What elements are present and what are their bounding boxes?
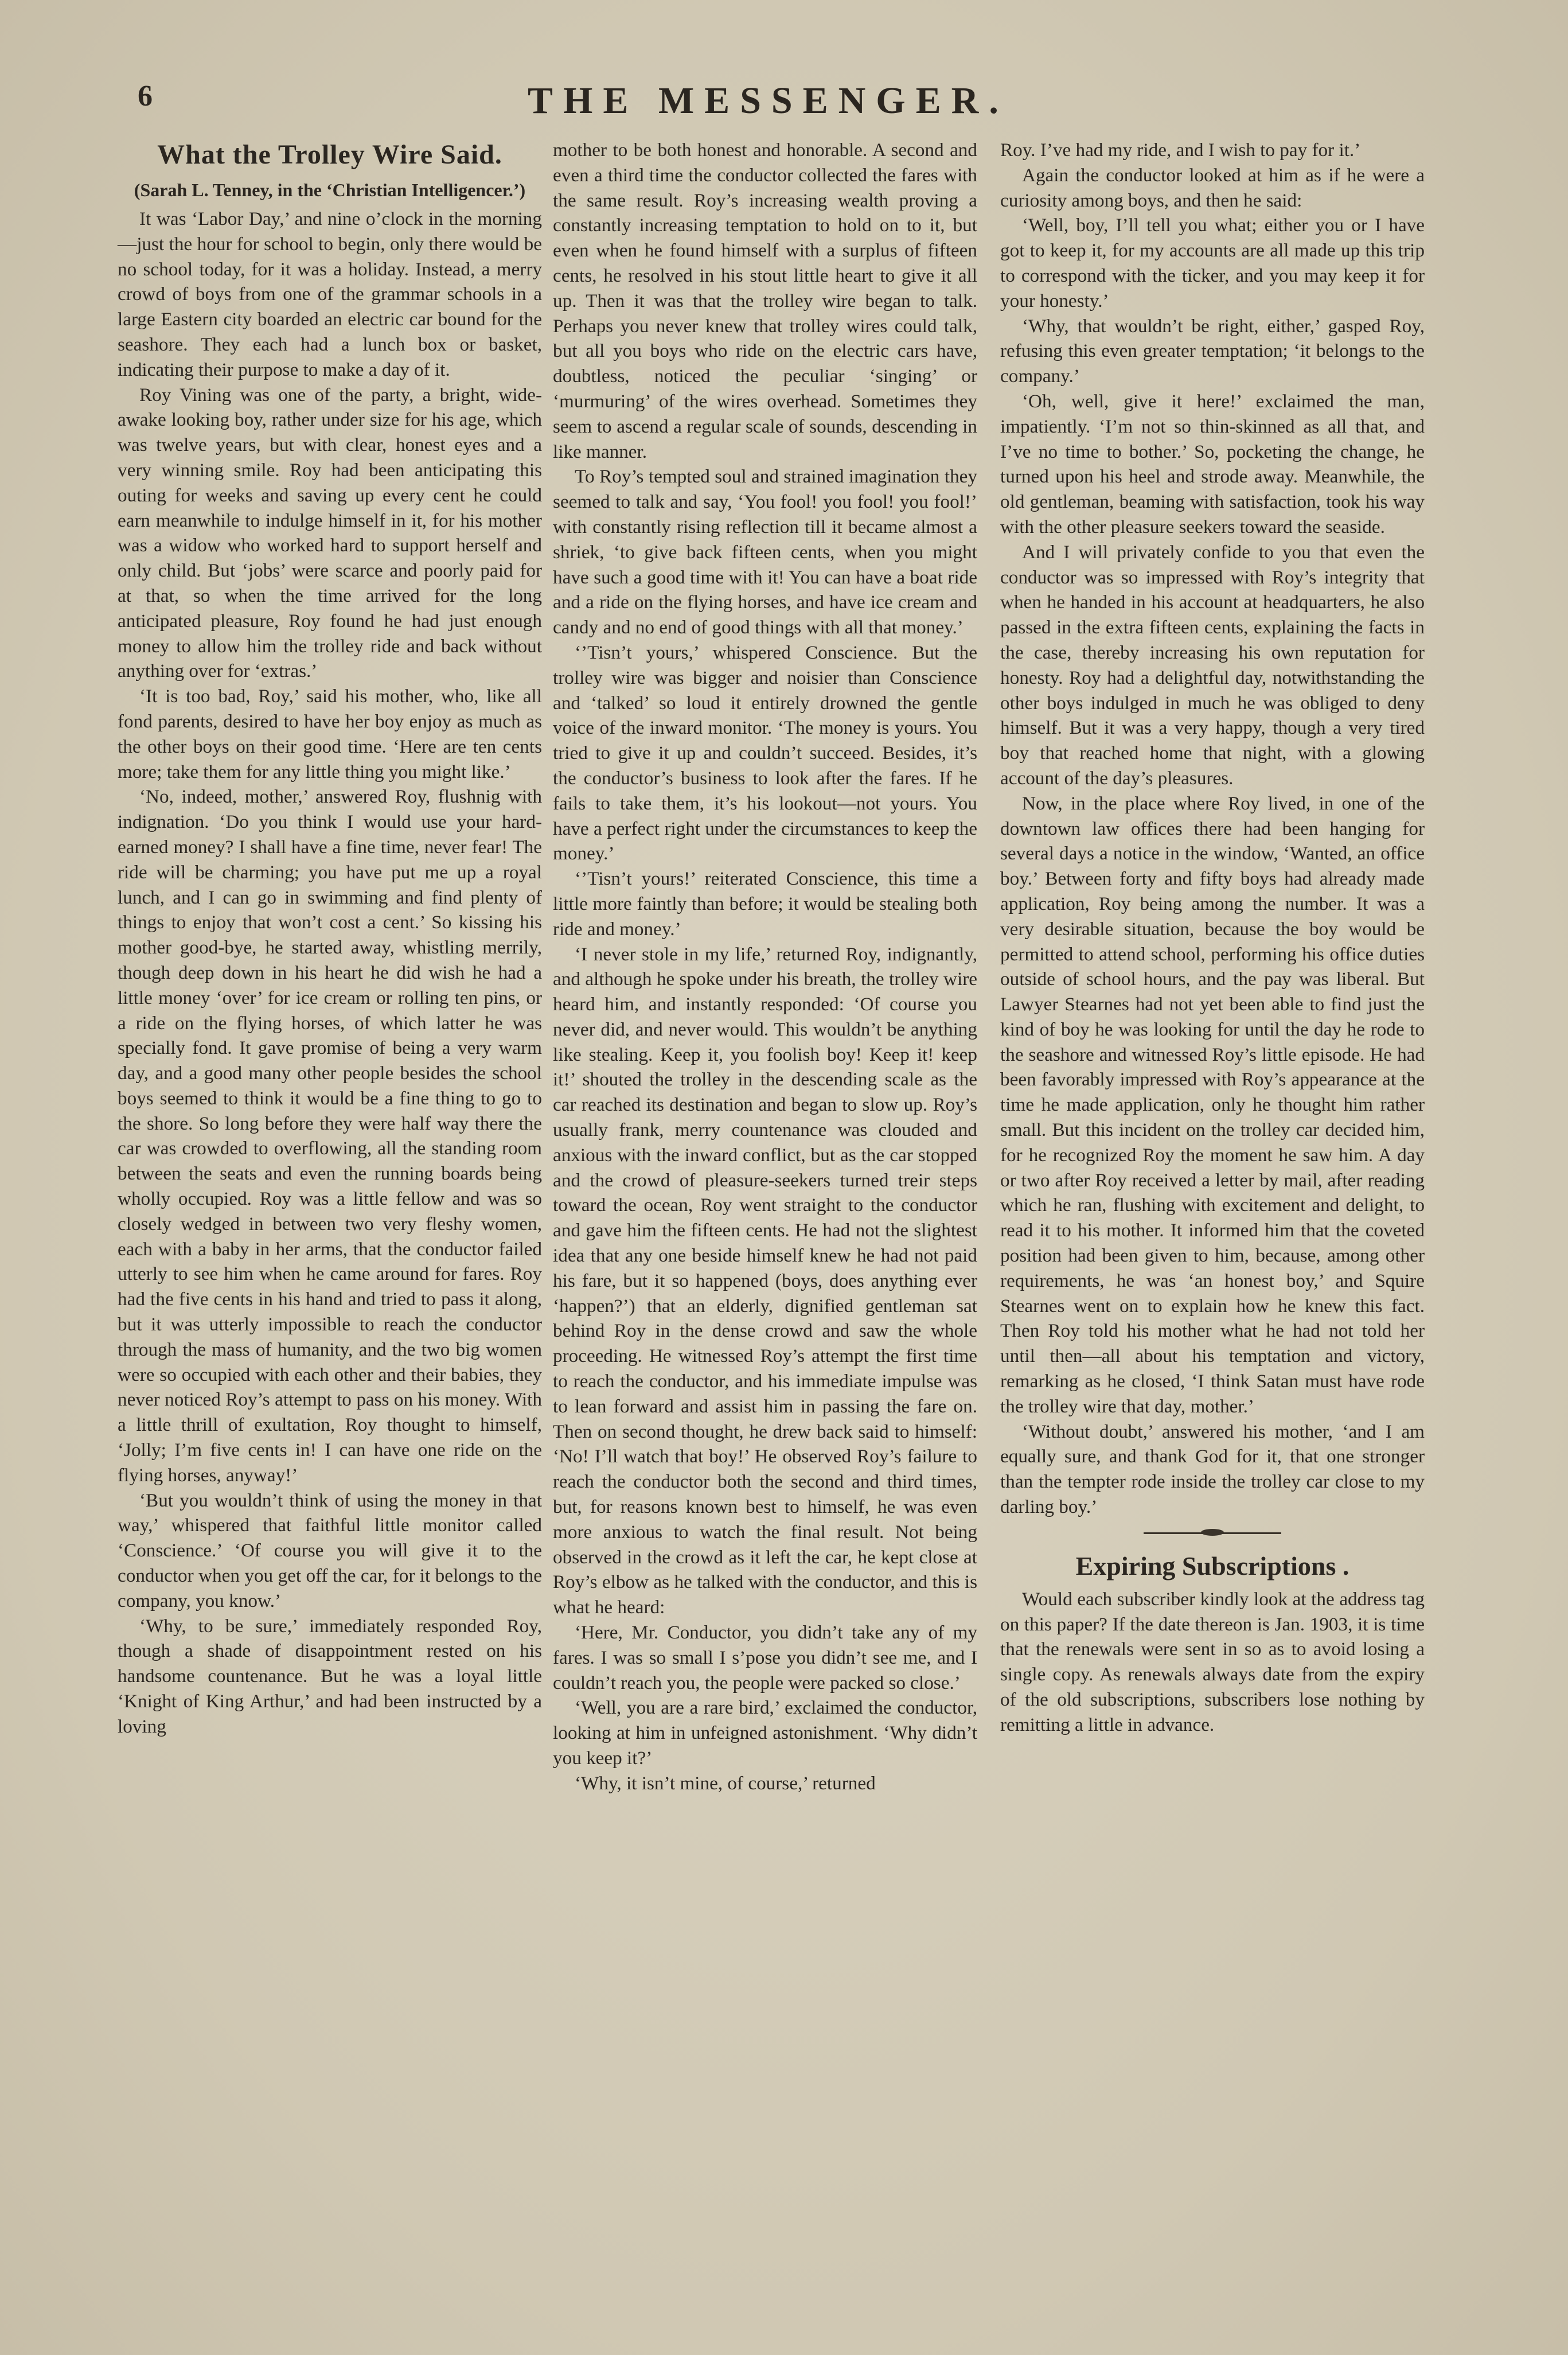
paragraph: ‘But you wouldn’t think of using the money in that way,’ whispered that faithful little monitor called ‘Conscience.’ ‘Of course you will give it to the conductor when you get off the car, for it belongs to the company, you know.’	[118, 1489, 542, 1611]
paragraph: ‘Why, it isn’t mine, of course,’ returned	[575, 1772, 876, 1794]
paragraph: ‘No, indeed, mother,’ answered Roy, flushnig with indignation. ‘Do you think I would use your hard-earned money? I shall have a fine time, never fear! The ride will be charming; you have put me up a royal lunch, and I can go in swimming and find plenty of things to enjoy that won’t cost a cent.’ So kissing his mother good-bye, he started away, whistling merrily, though deep down in his heart he did wish he had a little money ‘over’ for ice cream or rolling ten pins, or a ride on the flying horses, of which latter he was specially fond. It gave promise of being a very warm day, and a good many other people besides the school boys seemed to think it would be a fine thing to go to the shore. So long before they were half way there the car was crowded to overflowing, all the standing room between the seats and even the running boards being wholly occupied. Roy was a little fellow and was so closely wedged in between two very fleshy women, each with a baby in her arms, that the conductor failed utterly to see him when he came around for fares. Roy had the five cents in his hand and tried to pass it along, but it was utterly impossible to reach the conductor through the mass of humanity, and the two big women were so occupied with each other and their babies, they never noticed Roy’s attempt to pass on his money. With a little thrill of exultation, Roy thought to himself, ‘Jolly; I’m five cents in! I can have one ride on the flying horses, anyway!’	[118, 786, 542, 1486]
paragraph: ‘Why, to be sure,’ immediately responded Roy, though a shade of disappointment rested on his handsome countenance. But he was a loyal little ‘Knight of King Arthur,’ and had been instructed by a loving	[118, 1615, 542, 1737]
paragraph: Roy Vining was one of the party, a bright, wide-awake looking boy, rather under size for his age, which was twelve years, but with clear, honest eyes and a very winning smile. Roy had been anticipating this outing for weeks and saving up every cent he could earn meanwhile to indulge himself in it, for his mother was a widow who worked hard to support herself and only child. But ‘jobs’ were scarce and poorly paid for at that, so when the time arrived for the long anticipated pleasure, Roy found he had just enough money to allow him the trolley ride and back without anything over for ‘extras.’	[118, 384, 542, 682]
paragraph: To Roy’s tempted soul and strained imagination they seemed to talk and say, ‘You fool! you fool! you fool!’ with constantly rising reflection till it became almost a shriek, ‘to give back fifteen cents, when you might have such a good time with it! You can have a boat ride and a ride on the flying horses, and have ice cream and candy and no end of good things with all that money.’	[553, 466, 977, 639]
paragraph: ‘Well, you are a rare bird,’ exclaimed the conductor, looking at him in unfeigned astonishment. ‘Why didn’t you keep it?’	[553, 1697, 977, 1769]
column-1	[118, 138, 542, 1739]
paragraph: ‘Without doubt,’ answered his mother, ‘and I am equally sure, and thank God for it, that one stronger than the tempter rode inside the trolley car close to my darling boy.’	[1000, 1420, 1425, 1518]
paragraph: ‘Here, Mr. Conductor, you didn’t take any of my fares. I was so small I s’pose you didn’t see me, and I couldn’t reach you, the people were packed so close.’	[553, 1622, 977, 1694]
newspaper-title: THE MESSENGER.	[528, 80, 1009, 122]
article-headline: What the Trolley Wire Said.	[157, 139, 502, 170]
section-divider	[1144, 1532, 1281, 1536]
article-byline: (Sarah L. Tenney, in the ‘Christian Intelligencer.’)	[134, 180, 526, 200]
masthead	[0, 79, 1568, 125]
paragraph: It was ‘Labor Day,’ and nine o’clock in the morning—just the hour for school to begin, only there would be no school today, for it was a holiday. Instead, a merry crowd of boys from one of the grammar schools in a large Eastern city boarded an electric car bound for the seashore. They each had a lunch box or basket, indicating their purpose to make a day of it.	[118, 208, 542, 380]
paragraph: Again the conductor looked at him as if he were a curiosity among boys, and then he said:	[1000, 164, 1425, 211]
column-3	[1000, 138, 1425, 1738]
page-number: 6	[138, 80, 153, 112]
paragraph: Roy. I’ve had my ride, and I wish to pay for it.’	[1000, 139, 1361, 161]
paragraph: ‘Oh, well, give it here!’ exclaimed the man, impatiently. ‘I’m not so thin-skinned as all that, and I’ve no time to bother.’ So, pocketing the change, he turned upon his heel and strode away. Meanwhile, the old gentleman, beaming with satisfaction, took his way with the other pleasure seekers toward the seaside.	[1000, 390, 1425, 538]
paragraph: ‘I never stole in my life,’ returned Roy, indignantly, and although he spoke under his breath, the trolley wire heard him, and instantly responded: ‘Of course you never did, and never would. This wouldn’t be anything like stealing. Keep it, you foolish boy! Keep it! keep it!’ shouted the trolley in the descending scale as the car reached its destination and began to slow up. Roy’s usually frank, merry countenance was clouded and anxious with the inward conflict, but as the car stopped and the crowd of pleasure-seekers turned treir steps toward the ocean, Roy went straight to the conductor and gave him the fifteen cents. He had not the slightest idea that any one beside himself knew he had not paid his fare, but it so happened (boys, does anything ever ‘happen?’) that an elderly, dignified gentleman sat behind Roy in the dense crowd and saw the whole proceeding. He witnessed Roy’s attempt the first time to reach the conductor, and his immediate impulse was to lean forward and assist him in passing the fare on. Then on second thought, he drew back said to himself: ‘No! I’ll watch that boy!’ He observed Roy’s failure to reach the conductor both the second and third times, but, for reasons known best to himself, he was even more anxious to watch the final result. Not being observed in the crowd as it left the car, he kept close at Roy’s elbow as he talked with the conductor, and this is what he heard:	[553, 943, 977, 1618]
column-2	[553, 138, 977, 1796]
paragraph: ‘’Tisn’t yours!’ reiterated Conscience, this time a little more faintly than before; it would be stealing both ride and money.’	[553, 868, 977, 940]
notice-heading: Expiring Subscriptions .	[1075, 1551, 1349, 1581]
paragraph: ‘Well, boy, I’ll tell you what; either you or I have got to keep it, for my accounts are all made up this trip to correspond with the ticker, and you may keep it for your honesty.’	[1000, 215, 1425, 312]
paragraph: And I will privately confide to you that even the conductor was so impressed with Roy’s integrity that when he handed in his account at headquarters, he also passed in the extra fifteen cents, explaining the facts in the case, thereby increasing his own reputation for honesty. Roy had a delightful day, notwithstanding the other boys indulged in much he was obliged to deny himself. But it was a very happy, though a very tired boy that reached home that night, with a glowing account of the day’s pleasures.	[1000, 541, 1425, 789]
paragraph: ‘Why, that wouldn’t be right, either,’ gasped Roy, refusing this even greater temptation; ‘it belongs to the company.’	[1000, 315, 1425, 387]
paragraph: ‘It is too bad, Roy,’ said his mother, who, like all fond parents, desired to have her boy enjoy as much as the other boys on their good time. ‘Here are ten cents more; take them for any little thing you might like.’	[118, 686, 542, 783]
paragraph: ‘’Tisn’t yours,’ whispered Conscience. But the trolley wire was bigger and noisier than Conscience and ‘talked’ so loud it entirely drowned the gentle voice of the inward monitor. ‘The money is yours. You tried to give it up and couldn’t succeed. Besides, it’s the conductor’s business to look after the fares. If he fails to take them, it’s his lookout—not yours. You have a perfect right under the circumstances to keep the money.’	[553, 641, 977, 865]
notice-body: Would each subscriber kindly look at the address tag on this paper? If the date thereon is Jan. 1903, it is time that the renewals were sent in so as to avoid losing a single copy. As renewals always date from the expiry of the old subscriptions, subscribers lose nothing by remitting a little in advance.	[1000, 1588, 1425, 1735]
paragraph: mother to be both honest and honorable. A second and even a third time the conductor collected the fares with the same result. Roy’s increasing wealth proving a constantly increasing temptation to hold on to it, but even when he found himself with a surplus of fifteen cents, he resolved in his stout little heart to give it all up. Then it was that the trolley wire began to talk. Perhaps you never knew that trolley wires could talk, but all you boys who ride on the electric cars have, doubtless, noticed the peculiar ‘singing’ or ‘murmuring’ of the wires overhead. Sometimes they seem to ascend a regular scale of sounds, descending in like manner.	[553, 139, 977, 462]
paragraph: Now, in the place where Roy lived, in one of the downtown law offices there had been hanging for several days a notice in the window, ‘Wanted, an office boy.’ Between forty and fifty boys had already made application, Roy being among the number. It was a very desirable situation, because the boy would be permitted to attend school, performing his office duties outside of school hours, and the pay was liberal. But Lawyer Stearnes had not yet been able to find just the kind of boy he was looking for until the day he rode to the seashore and witnessed Roy’s little episode. He had been favorably impressed with Roy’s appearance at the time he made application, only he thought him rather small. But this incident on the trolley car decided him, for he recognized Roy the moment he saw him. A day or two after Roy received a letter by mail, after reading which he ran, flushing with excitement and delight, to read it to his mother. It informed him that the coveted position had been given to him, because, among other requirements, he was ‘an honest boy,’ and Squire Stearnes went on to explain how he knew this fact. Then Roy told his mother what he had not told her until then—all about his temptation and victory, remarking as he closed, ‘I think Satan must have rode the trolley wire that day, mother.’	[1000, 792, 1425, 1417]
